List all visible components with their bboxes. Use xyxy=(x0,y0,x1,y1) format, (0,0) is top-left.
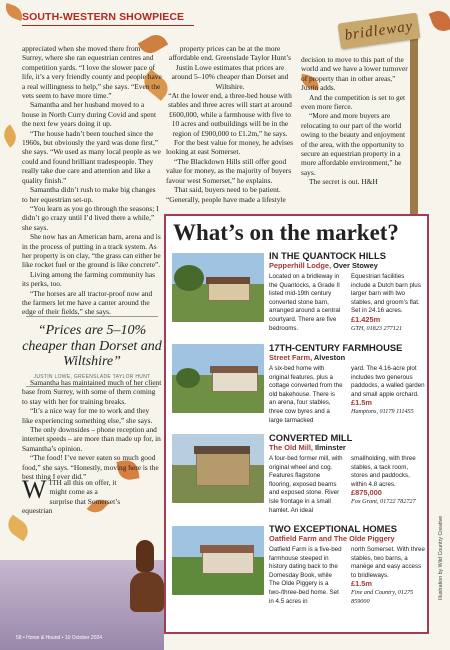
illustration-credit: Illustration by Wild Country Creative xyxy=(438,515,444,600)
listing-price: £1.425m xyxy=(351,314,381,324)
article-column-1 xyxy=(22,44,162,317)
listing-heading: CONVERTED MILL xyxy=(269,432,353,443)
listing-description: north Somerset. With three stables, two barns, a manège and easy access to bridleways. xyxy=(351,546,425,579)
paragraph: property prices can be at the more affordable end. Greenslade Taylor Hunt’s Justin Lowe estimates that prices are around 5–10% cheaper than Dorset and Wiltshire. xyxy=(168,44,292,91)
listing-description: Oatfield Farm is a five-bed farmhouse steeped in history dating back to the Domesday Book, while The Olde Piggery is a two-/three-bed home. Set in 4.5 acres in xyxy=(269,546,342,605)
market-box xyxy=(164,214,429,634)
paragraph: “It’s a nice way for me to work and they like experiencing something else,” she says. xyxy=(22,406,153,425)
paragraph: “The house hadn’t been touched since the 1960s, but obviously the yard was done first,” she says. “We used as many local people as we could and found brilliant tradespeople. They really take due care and attention and like a quality finish.” xyxy=(22,128,161,185)
pull-quote-rule xyxy=(26,316,158,317)
paragraph: decision to move to this part of the world and we have a lower turnover of property than in other areas,” Justin adds. xyxy=(301,55,408,93)
property-photo-street-farm xyxy=(172,344,264,413)
listing-description: Located on a bridleway in the Quantocks, a Grade II listed mid-19th century converted stone barn, arranged around a central courtyard. There are five bedrooms. xyxy=(269,273,341,332)
listing-heading: IN THE QUANTOCK HILLS xyxy=(269,250,387,261)
listing-street-farm xyxy=(269,342,425,425)
dropcap-paragraph xyxy=(22,475,122,516)
leaf-decoration xyxy=(0,124,20,147)
paragraph: Samantha has maintained much of her client base from Surrey, with some of them coming to stay with her for training breaks. xyxy=(22,378,162,406)
listing-property: Street Farm, Alveston xyxy=(269,353,346,362)
page-folio: 58 • Horse & Hound • 10 October 2024 xyxy=(16,635,103,641)
paragraph: And the competition is set to get even more fierce. xyxy=(301,92,406,112)
listing-property: Oatfield Farm and The Olde Piggery xyxy=(269,534,395,543)
listing-oatfield-farm xyxy=(269,523,425,606)
article-column-2 xyxy=(166,44,294,204)
paragraph: “The food! I’ve never eaten so much good food,” she says. “Honestly, moving here is the best thing I ever did.” xyxy=(22,453,159,482)
listing-price: £1.5m xyxy=(351,579,372,589)
market-box-title: What’s on the market? xyxy=(173,220,399,245)
article-column-1-continued xyxy=(22,378,162,481)
leaf-decoration xyxy=(4,515,33,542)
pull-quote-attribution: JUSTIN LOWE, GREENSLADE TAYLOR HUNT xyxy=(33,373,151,380)
paragraph: That said, buyers need to be patient. “Generally, people have made a lifestyle xyxy=(166,185,286,204)
listing-description: A four-bed former mill, with original wheel and cog. Features flagstone flooring, exposed beams and exposed stone. River Isle frontage in a small hamlet. An ideal xyxy=(269,455,343,514)
paragraph: “You learn as you go through the seasons; I didn’t go crazy until I’d lived there a while,” she says. xyxy=(22,203,159,232)
paragraph: Samantha and her husband moved to a house in North Curry during Covid and spent the next few years doing it up. xyxy=(22,100,157,129)
property-photo-old-mill xyxy=(172,434,264,503)
dropcap: W xyxy=(22,475,47,504)
paragraph: The secret is out. H&H xyxy=(309,177,378,187)
listing-description: A six-bed home with original features, plus a cottage converted from the old bakehouse. There is an arena, four stables, three cow byres and a large tarmacked xyxy=(269,365,343,424)
sign-text: bridleway xyxy=(343,18,415,44)
title-divider xyxy=(22,25,194,26)
listing-price: £1.5m xyxy=(351,398,372,408)
listing-heading: 17TH-CENTURY FARMHOUSE xyxy=(269,342,403,353)
pull-quote-block xyxy=(22,316,162,387)
paragraph: Living among the farming community has its perks, too. xyxy=(22,269,156,289)
listing-heading: TWO EXCEPTIONAL HOMES xyxy=(269,523,397,534)
listing-contact: Fox Grant, 01722 782727 xyxy=(351,497,416,505)
listing-contact: GTH, 01823 277121 xyxy=(351,324,403,332)
signpost xyxy=(410,30,418,215)
listing-contact: Fine and Country, 01275 859000 xyxy=(351,588,414,605)
section-title: SOUTH-WESTERN SHOWPIECE xyxy=(22,11,185,23)
pull-quote: “Prices are 5–10% cheaper than Dorset and Wiltshire” xyxy=(22,323,162,369)
bridleway-sign xyxy=(338,13,421,50)
paragraph: Samantha didn’t rush to make big changes to her equestrian set-up. xyxy=(22,185,156,204)
property-photo-oatfield-farm xyxy=(172,526,264,595)
listing-property: Pepperhill Lodge, Over Stowey xyxy=(269,261,378,270)
paragraph: ITH all this on offer, it might come as a surprise that Somerset’s equestrian xyxy=(22,478,121,516)
paragraph: appreciated when she moved there from Surrey, where she ran equestrian centres and competition yards. “I love the slower pace of life, it’s a very friendly county and people have a real willingness to help,” she says. “Even the vets seem to have more time.” xyxy=(22,44,162,101)
leaf-decoration xyxy=(429,8,450,35)
pony-illustration xyxy=(136,540,154,572)
listing-pepperhill-lodge xyxy=(269,250,425,333)
paragraph: “The Blackdown Hills still offer good value for money, as the majority of buyers favour west Somerset,” he explains. xyxy=(166,156,292,185)
paragraph: For the best value for money, he advises looking at east Somerset. xyxy=(166,138,293,157)
article-column-3 xyxy=(301,55,409,187)
property-photo-pepperhill-lodge xyxy=(172,253,264,322)
paragraph: “At the lower end, a three-bed house with stables and three acres will start at around £600,000, while a farmhouse with five to 10 acres and outbuildings will be in the region of £900,000 to £1.2m,” he says. xyxy=(168,91,292,138)
listing-description: Equestrian facilities include a Dutch barn plus larger barn with two stables, and groom’s flat. Set in 24.16 acres. xyxy=(351,273,421,315)
listing-contact: Hamptons, 01179 111455 xyxy=(351,407,414,415)
paragraph: She now has an American barn, arena and is in the process of putting in a track system. As her property is on clay, “the grass can either be like rocket fuel or the ground is like concrete”. xyxy=(22,232,161,270)
paragraph: The only downsides – phone reception and internet speeds – are more than made up for, in Samantha’s opinion. xyxy=(22,425,161,453)
paragraph: “The horses are all tractor-proof now and the farmers let me have a canter around the edge of their fields,” she says. xyxy=(22,288,153,317)
pony-body-illustration xyxy=(130,572,164,612)
listing-old-mill xyxy=(269,432,425,515)
listing-description: yard. The 4.16-acre plot includes two generous paddocks, a walled garden and small apple orchard. xyxy=(351,365,425,398)
listing-property: The Old Mill, Ilminster xyxy=(269,443,346,452)
paragraph: “More and more buyers are relocating to our part of the world owing to the beauty and enjoyment of the area, with the opportunity to secure an equestrian property in a more affordable environment,” he says. xyxy=(301,111,406,177)
listing-price: £875,000 xyxy=(351,488,382,498)
listing-description: smallholding, with three stables, a tack room, stores and paddocks, within 4.8 acres. xyxy=(351,455,416,488)
